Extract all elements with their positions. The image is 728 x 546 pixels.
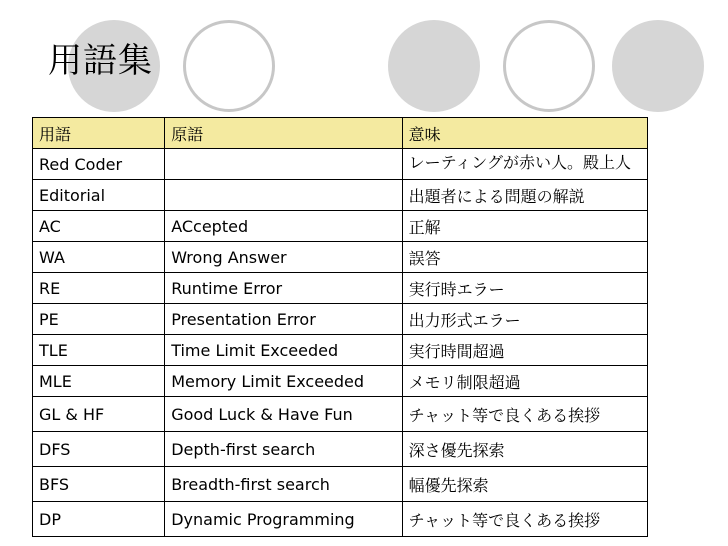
table-row	[33, 304, 648, 335]
table-row	[33, 432, 648, 467]
table-row	[33, 273, 648, 304]
header-original: 原語	[165, 118, 402, 149]
term-cell: GL & HF	[33, 397, 165, 432]
table-row	[33, 242, 648, 273]
term-cell: PE	[33, 304, 165, 335]
decor-circle-3	[388, 20, 480, 112]
original-cell: Breadth-first search	[165, 467, 402, 502]
term-cell: TLE	[33, 335, 165, 366]
term-cell: RE	[33, 273, 165, 304]
original-cell: Good Luck & Have Fun	[165, 397, 402, 432]
table-header-row	[33, 118, 648, 149]
meaning-text: レーティングが赤い人。殿上人	[408, 153, 631, 172]
table-row	[33, 180, 648, 211]
term-cell: DFS	[33, 432, 165, 467]
term-cell: WA	[33, 242, 165, 273]
term-cell: BFS	[33, 467, 165, 502]
header-meaning: 意味	[402, 118, 647, 149]
decor-circle-2	[183, 20, 275, 112]
table-row	[33, 366, 648, 397]
meaning-cell: 実行時間超過	[402, 335, 647, 366]
table-row	[33, 502, 648, 537]
original-cell: Presentation Error	[165, 304, 402, 335]
meaning-cell: 実行時エラー	[402, 273, 647, 304]
term-cell: MLE	[33, 366, 165, 397]
table-row	[33, 467, 648, 502]
original-cell: Wrong Answer	[165, 242, 402, 273]
table-row	[33, 149, 648, 180]
original-cell: ACcepted	[165, 211, 402, 242]
slide-title: 用語集	[48, 41, 153, 81]
term-cell: AC	[33, 211, 165, 242]
meaning-cell: 出題者による問題の解説	[402, 180, 647, 211]
original-cell	[165, 180, 402, 211]
meaning-cell: メモリ制限超過	[402, 366, 647, 397]
original-cell: Runtime Error	[165, 273, 402, 304]
term-cell: Red Coder	[33, 149, 165, 180]
table-row	[33, 397, 648, 432]
table-row	[33, 211, 648, 242]
meaning-cell	[402, 149, 647, 180]
meaning-cell: 誤答	[402, 242, 647, 273]
original-cell: Dynamic Programming	[165, 502, 402, 537]
term-cell: DP	[33, 502, 165, 537]
meaning-cell: チャット等で良くある挨拶	[402, 502, 647, 537]
original-cell: Memory Limit Exceeded	[165, 366, 402, 397]
meaning-cell: チャット等で良くある挨拶	[402, 397, 647, 432]
original-cell: Time Limit Exceeded	[165, 335, 402, 366]
meaning-cell: 幅優先探索	[402, 467, 647, 502]
table-row	[33, 335, 648, 366]
glossary-table	[32, 117, 648, 537]
meaning-cell: 正解	[402, 211, 647, 242]
decor-circle-5	[612, 20, 704, 112]
header-term: 用語	[33, 118, 165, 149]
original-cell: Depth-first search	[165, 432, 402, 467]
original-cell	[165, 149, 402, 180]
term-cell: Editorial	[33, 180, 165, 211]
decor-circle-4	[503, 20, 595, 112]
meaning-cell: 深さ優先探索	[402, 432, 647, 467]
meaning-cell: 出力形式エラー	[402, 304, 647, 335]
